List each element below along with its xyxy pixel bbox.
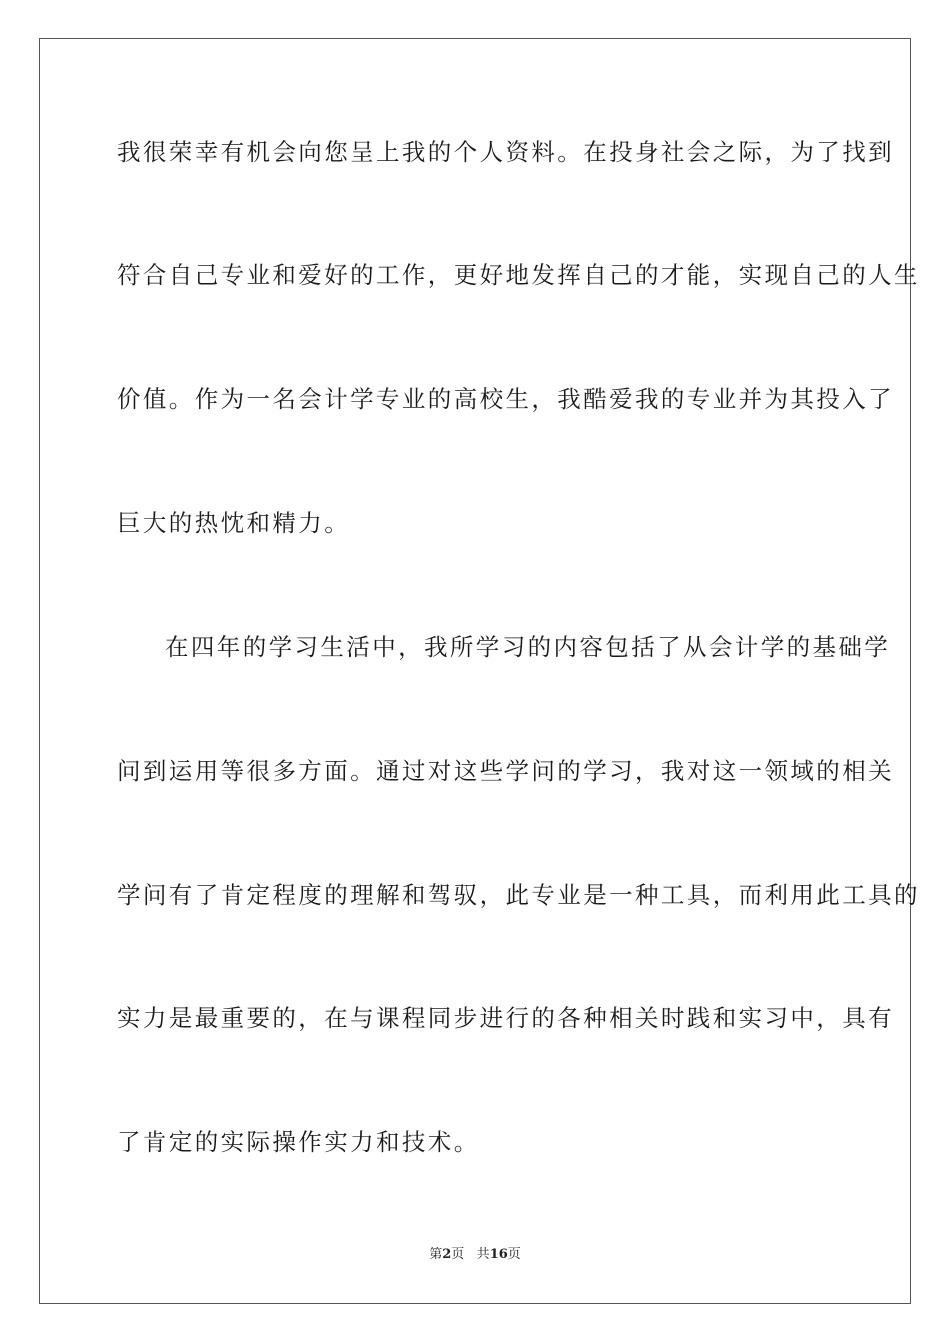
paragraph-1-line-3: 价值。作为一名会计学专业的高校生，我酷爱我的专业并为其投入了 bbox=[117, 385, 894, 413]
paragraph-1-line-4: 巨大的热忱和精力。 bbox=[117, 509, 351, 537]
footer-total-suffix: 页 bbox=[507, 1247, 521, 1262]
page-border bbox=[39, 38, 920, 1304]
paragraph-1-line-1: 我很荣幸有机会向您呈上我的个人资料。在投身社会之际，为了找到 bbox=[117, 138, 894, 166]
paragraph-2-line-2: 问到运用等很多方面。通过对这些学问的学习，我对这一领域的相关 bbox=[117, 757, 894, 785]
footer-page-number: 2 bbox=[442, 1247, 452, 1262]
footer-total-pages: 16 bbox=[489, 1247, 508, 1262]
paragraph-1-line-2: 符合自己专业和爱好的工作，更好地发挥自己的才能，实现自己的人生 bbox=[117, 261, 920, 289]
footer-page-suffix: 页 bbox=[451, 1247, 465, 1262]
paragraph-2-line-1: 在四年的学习生活中，我所学习的内容包括了从会计学的基础学 bbox=[165, 633, 891, 661]
footer-page-prefix: 第 bbox=[429, 1247, 443, 1262]
paragraph-2-line-5: 了肯定的实际操作实力和技术。 bbox=[117, 1128, 480, 1156]
footer-total-prefix: 共 bbox=[476, 1247, 490, 1262]
paragraph-2-line-4: 实力是最重要的，在与课程同步进行的各种相关时践和实习中，具有 bbox=[117, 1004, 894, 1032]
page-footer bbox=[0, 1246, 950, 1264]
paragraph-2-line-3: 学问有了肯定程度的理解和驾驭，此专业是一种工具，而利用此工具的 bbox=[117, 881, 920, 909]
